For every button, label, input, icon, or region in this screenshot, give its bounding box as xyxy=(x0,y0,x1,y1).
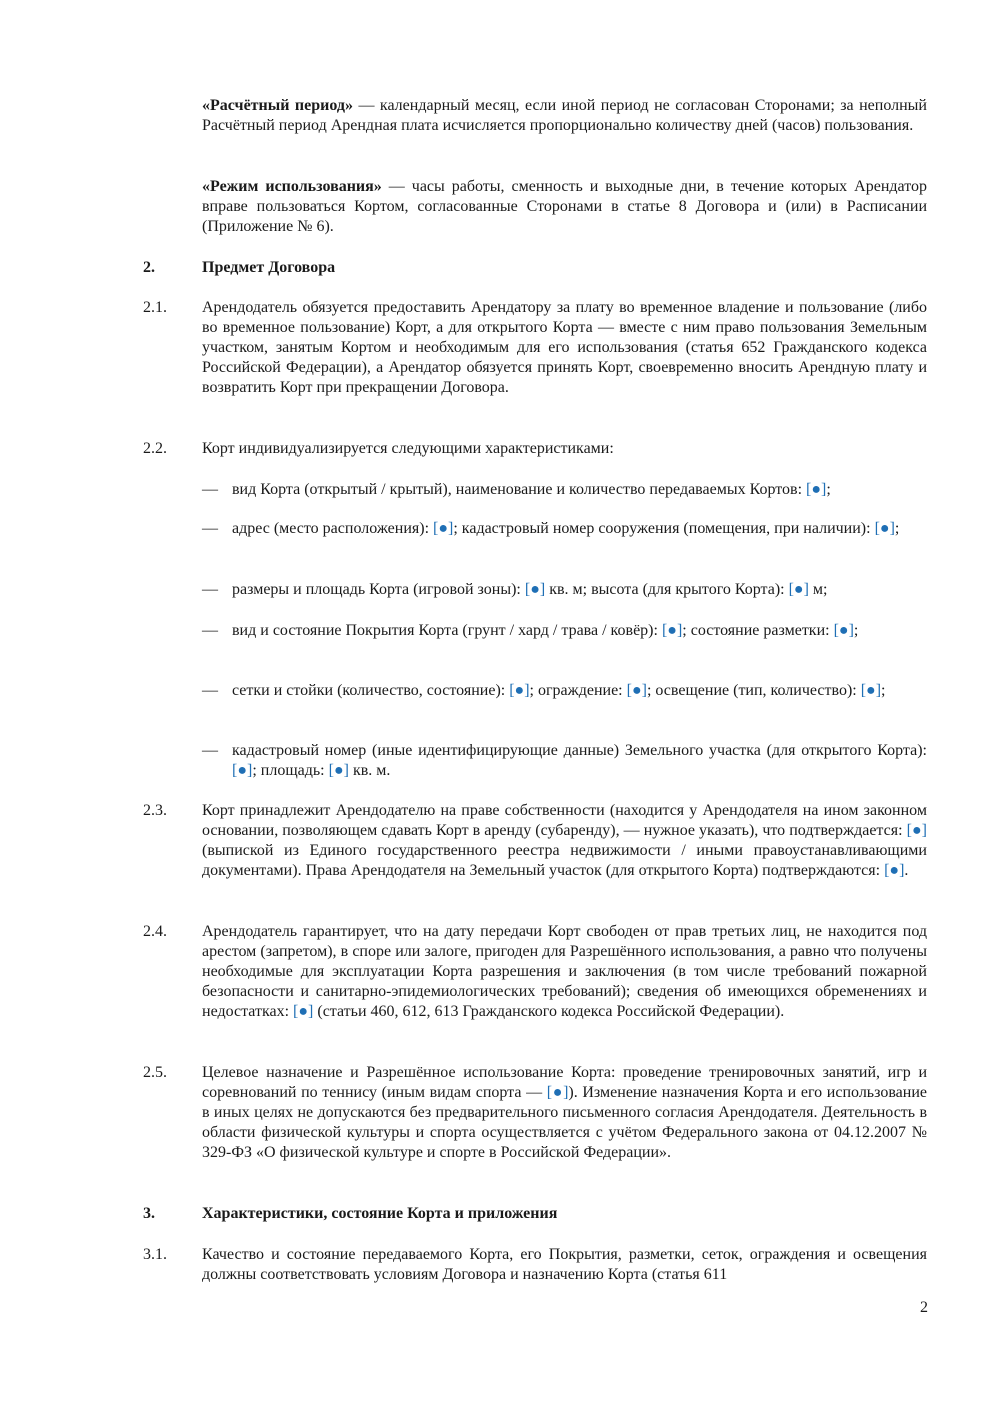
dash-marker: — xyxy=(202,682,218,699)
placeholder-field[interactable]: [●] xyxy=(661,622,683,639)
placeholder-field[interactable]: [●] xyxy=(546,1084,569,1101)
clause-text: Качество и состояние передаваемого Корта, его Покрытия, разметки, сеток, ограждения и освещения должны соответствовать условиям Договора и назначению Корта (статья 611 xyxy=(202,1246,927,1283)
clause-number: 2.2. xyxy=(143,440,167,457)
list-text: адрес (место расположения): xyxy=(232,520,434,537)
clause-number: 2.4. xyxy=(143,923,167,940)
list-text: ; ограждение: xyxy=(529,682,627,699)
list-text: размеры и площадь Корта (игровой зоны): xyxy=(232,581,525,598)
list-text: ; xyxy=(826,481,831,498)
placeholder-field[interactable]: [●] xyxy=(328,762,349,779)
dash-marker: — xyxy=(202,520,218,537)
list-text: сетки и стойки (количество, состояние): xyxy=(232,682,510,699)
list-item xyxy=(202,681,927,701)
list-text: ; xyxy=(853,622,859,639)
dash-marker: — xyxy=(202,622,218,639)
section-title: Характеристики, состояние Корта и приложения xyxy=(202,1205,558,1222)
list-item xyxy=(202,480,927,500)
list-item xyxy=(202,621,927,641)
list-text: вид Корта (открытый / крытый), наименование и количество передаваемых Кортов: xyxy=(232,481,807,498)
clause-number: 3.1. xyxy=(143,1246,167,1263)
placeholder-field[interactable]: [●] xyxy=(626,682,647,699)
list-text: кв. м. xyxy=(348,762,391,779)
definition-term: «Расчётный период» xyxy=(202,97,353,114)
list-text: кв. м; высота (для крытого Корта): xyxy=(545,581,789,598)
dash-marker: — xyxy=(202,581,218,598)
placeholder-field[interactable]: [●] xyxy=(806,481,827,498)
list-item xyxy=(202,580,927,600)
list-text: вид и состояние Покрытия Корта (грунт / хард / трава / ковёр): xyxy=(232,622,662,639)
definition-text: — календарный месяц, если иной период не согласован Сторонами; за неполный Расчётный период Арендная плата исчисляется пропорционально количеству дней (часов) пользования. xyxy=(202,97,927,134)
placeholder-field[interactable]: [●] xyxy=(232,762,253,779)
dash-marker: — xyxy=(202,481,218,498)
clause-number: 2.1. xyxy=(143,299,167,316)
clause-text: Корт индивидуализируется следующими характеристиками: xyxy=(202,440,614,457)
clause-text: Корт принадлежит Арендодателю на праве собственности (находится у Арендодателя на ином законном основании, позволяющем сдавать Корт в аренду (субаренду), — нужное указать), что подтверждается: [●] (выпиской из Единого государственного реестра недвижимости / иными правоустанавливающими документами). Права Арендодателя на Земельный участок (для открытого Корта) подтверждаются: [●]. xyxy=(202,802,927,879)
clause-text: Арендодатель обязуется предоставить Арендатору за плату во временное владение и пользование (либо во временное пользование) Корт, а для открытого Корта — вместе с ним право пользования Земельным участком, занятым Кортом и необходимым для его использования (статья 652 Гражданского кодекса Российской Федерации), а Арендатор обязуется принять Корт, своевременно вносить Арендную плату и возвратить Корт при прекращении Договора. xyxy=(202,299,927,396)
placeholder-field[interactable]: [●] xyxy=(884,862,905,879)
placeholder-field[interactable]: [●] xyxy=(860,682,882,699)
definition-usage-mode xyxy=(202,177,927,237)
clause-number: 2.3. xyxy=(143,802,167,819)
page-number: 2 xyxy=(920,1299,928,1316)
placeholder-field[interactable]: [●] xyxy=(833,622,854,639)
placeholder-field[interactable]: [●] xyxy=(524,581,546,598)
section-number: 3. xyxy=(143,1205,155,1222)
definition-term: «Режим использования» xyxy=(202,178,382,195)
clause-text: Арендодатель гарантирует, что на дату передачи Корт свободен от прав третьих лиц, не находится под арестом (запретом), в споре или залоге, пригоден для Разрешённого использования, а равно что получены необходимые для эксплуатации Корта разрешения и заключения (в том числе требований пожарной безопасности и санитарно-эпидемиологических требований); сведения об имеющихся обременениях и недостатках: [●] (статьи 460, 612, 613 Гражданского кодекса Российской Федерации). xyxy=(202,923,927,1020)
list-item xyxy=(202,519,927,539)
list-text: ; xyxy=(881,682,886,699)
section-number: 2. xyxy=(143,259,155,276)
list-text: ; площадь: xyxy=(252,762,329,779)
definition-text: — часы работы, сменность и выходные дни, в течение которых Арендатор вправе пользоваться Кортом, согласованные Сторонами в статье 8 Договора и (или) в Расписании (Приложение № 6). xyxy=(202,178,927,235)
placeholder-field[interactable]: [●] xyxy=(293,1003,314,1020)
list-text: ; xyxy=(894,520,900,537)
list-text: ; состояние разметки: xyxy=(682,622,834,639)
placeholder-field[interactable]: [●] xyxy=(788,581,809,598)
clause-number: 2.5. xyxy=(143,1064,167,1081)
list-text: кадастровый номер (иные идентифицирующие данные) Земельного участка (для открытого Корта): xyxy=(232,742,927,759)
placeholder-field[interactable]: [●] xyxy=(906,822,927,839)
clause-text: Целевое назначение и Разрешённое использование Корта: проведение тренировочных занятий, игр и соревнований по теннису (иным видам спорта — [●]). Изменение назначения Корта и его использование в иных целях не допускаются без предварительного письменного согласия Арендодателя. Деятельность в области физической культуры и спорта осуществляется с учётом Федерального закона от 04.12.2007 № 329-ФЗ «О физической культуре и спорте в Российской Федерации». xyxy=(202,1064,927,1161)
list-text: м; xyxy=(808,581,828,598)
placeholder-field[interactable]: [●] xyxy=(433,520,454,537)
placeholder-field[interactable]: [●] xyxy=(874,520,895,537)
definition-billing-period xyxy=(202,96,927,136)
list-text: ; кадастровый номер сооружения (помещения, при наличии): xyxy=(453,520,875,537)
list-item xyxy=(202,741,927,781)
dash-marker: — xyxy=(202,742,218,759)
placeholder-field[interactable]: [●] xyxy=(509,682,530,699)
section-title: Предмет Договора xyxy=(202,259,336,276)
list-text: ; освещение (тип, количество): xyxy=(646,682,861,699)
